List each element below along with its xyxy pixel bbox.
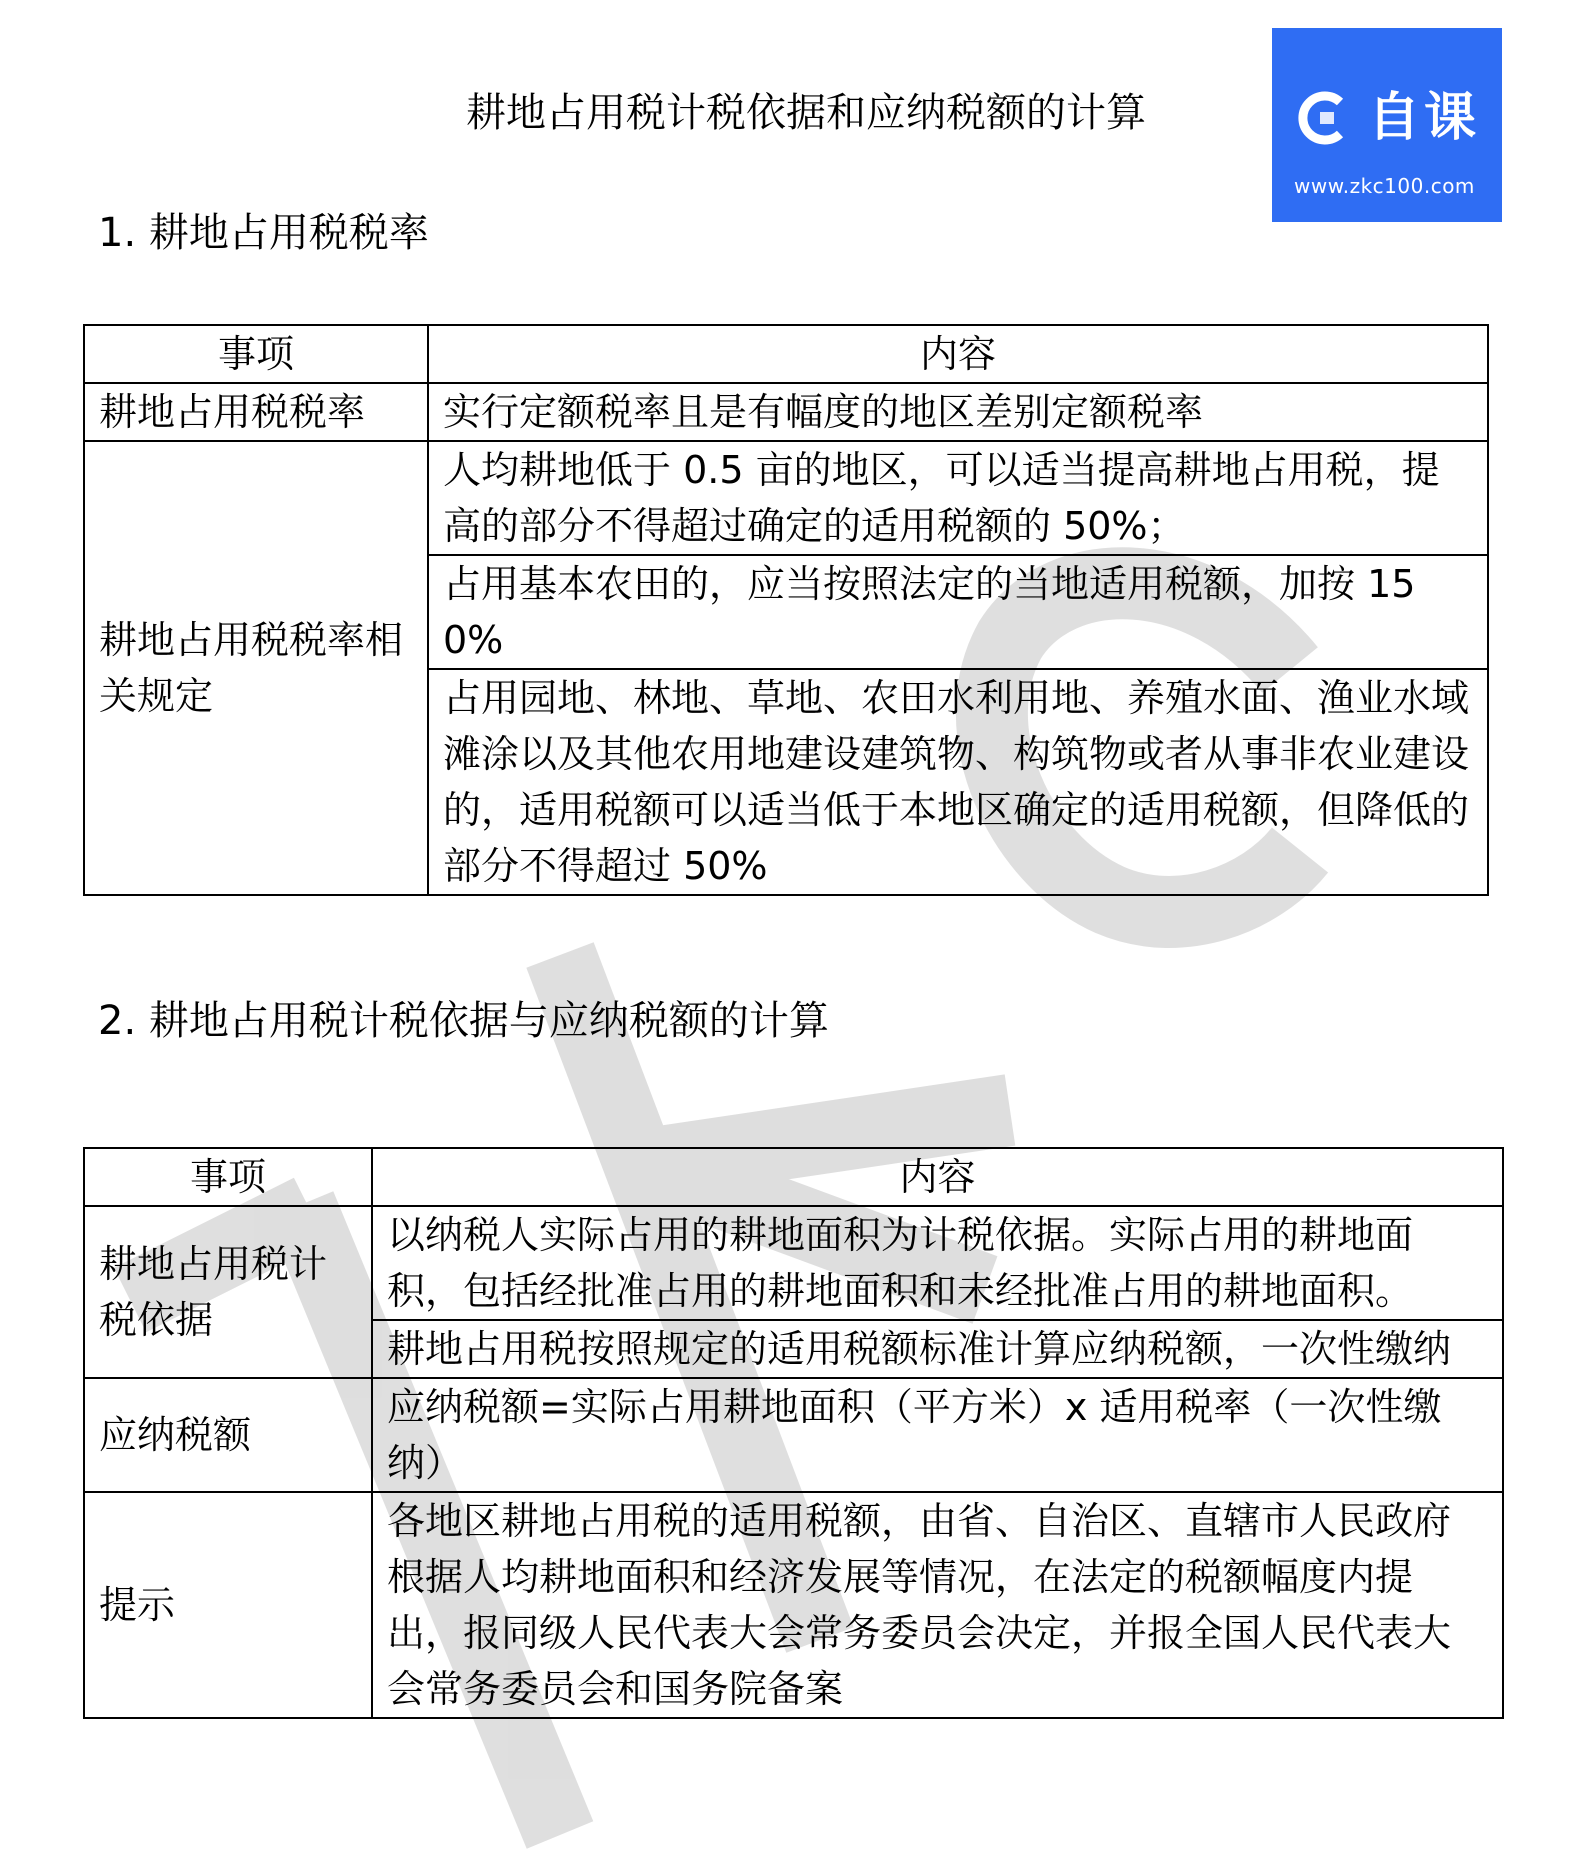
table-header-cell-item: 事项 [84, 1148, 372, 1206]
table-header-cell-content: 内容 [428, 325, 1488, 383]
logo-brand-text: 自课 [1368, 88, 1481, 148]
row-content-cell: 各地区耕地占用税的适用税额，由省、自治区、直辖市人民政府根据人均耕地面积和经济发展等情况，在法定的税额幅度内提出，报同级人民代表大会常务委员会决定，并报全国人民代表大会常务委员会和国务院备案 [372, 1492, 1503, 1718]
table-row [84, 1378, 1503, 1492]
row-content-cell: 占用园地、林地、草地、农田水利用地、养殖水面、渔业水域滩涂以及其他农用地建设建筑物、构筑物或者从事非农业建设的，适用税额可以适当低于本地区确定的适用税额，但降低的部分不得超过 50% [428, 669, 1488, 895]
row-item-cell: 耕地占用税计税依据 [84, 1206, 372, 1378]
table-header-cell-content: 内容 [372, 1148, 1503, 1206]
tax-calculation-table [83, 1147, 1504, 1719]
row-item-cell: 耕地占用税税率相关规定 [84, 441, 428, 895]
tax-rate-table [83, 324, 1489, 896]
section-2-heading: 2. 耕地占用税计税依据与应纳税额的计算 [98, 998, 829, 1044]
table-row [84, 383, 1488, 441]
row-item-cell: 提示 [84, 1492, 372, 1718]
row-content-cell: 耕地占用税按照规定的适用税额标准计算应纳税额，一次性缴纳 [372, 1320, 1503, 1378]
row-content-cell: 应纳税额=实际占用耕地面积（平方米）x 适用税率（一次性缴纳） [372, 1378, 1503, 1492]
table-row [84, 441, 1488, 555]
table-row [84, 1206, 1503, 1320]
document-title: 耕地占用税计税依据和应纳税额的计算 [466, 90, 1146, 136]
row-content-cell: 人均耕地低于 0.5 亩的地区，可以适当提高耕地占用税，提高的部分不得超过确定的适用税额的 50%； [428, 441, 1488, 555]
row-item-cell: 应纳税额 [84, 1378, 372, 1492]
section-1-heading: 1. 耕地占用税税率 [98, 210, 429, 256]
logo-url-text: www.zkc100.com [1294, 174, 1475, 198]
table-header-row [84, 1148, 1503, 1206]
row-item-cell: 耕地占用税税率 [84, 383, 428, 441]
row-content-cell: 实行定额税率且是有幅度的地区差别定额税率 [428, 383, 1488, 441]
table-row [84, 1492, 1503, 1718]
row-content-cell: 以纳税人实际占用的耕地面积为计税依据。实际占用的耕地面积，包括经批准占用的耕地面积和未经批准占用的耕地面积。 [372, 1206, 1503, 1320]
table-header-cell-item: 事项 [84, 325, 428, 383]
table-header-row [84, 325, 1488, 383]
row-content-cell: 占用基本农田的，应当按照法定的当地适用税额，加按 150% [428, 555, 1488, 669]
